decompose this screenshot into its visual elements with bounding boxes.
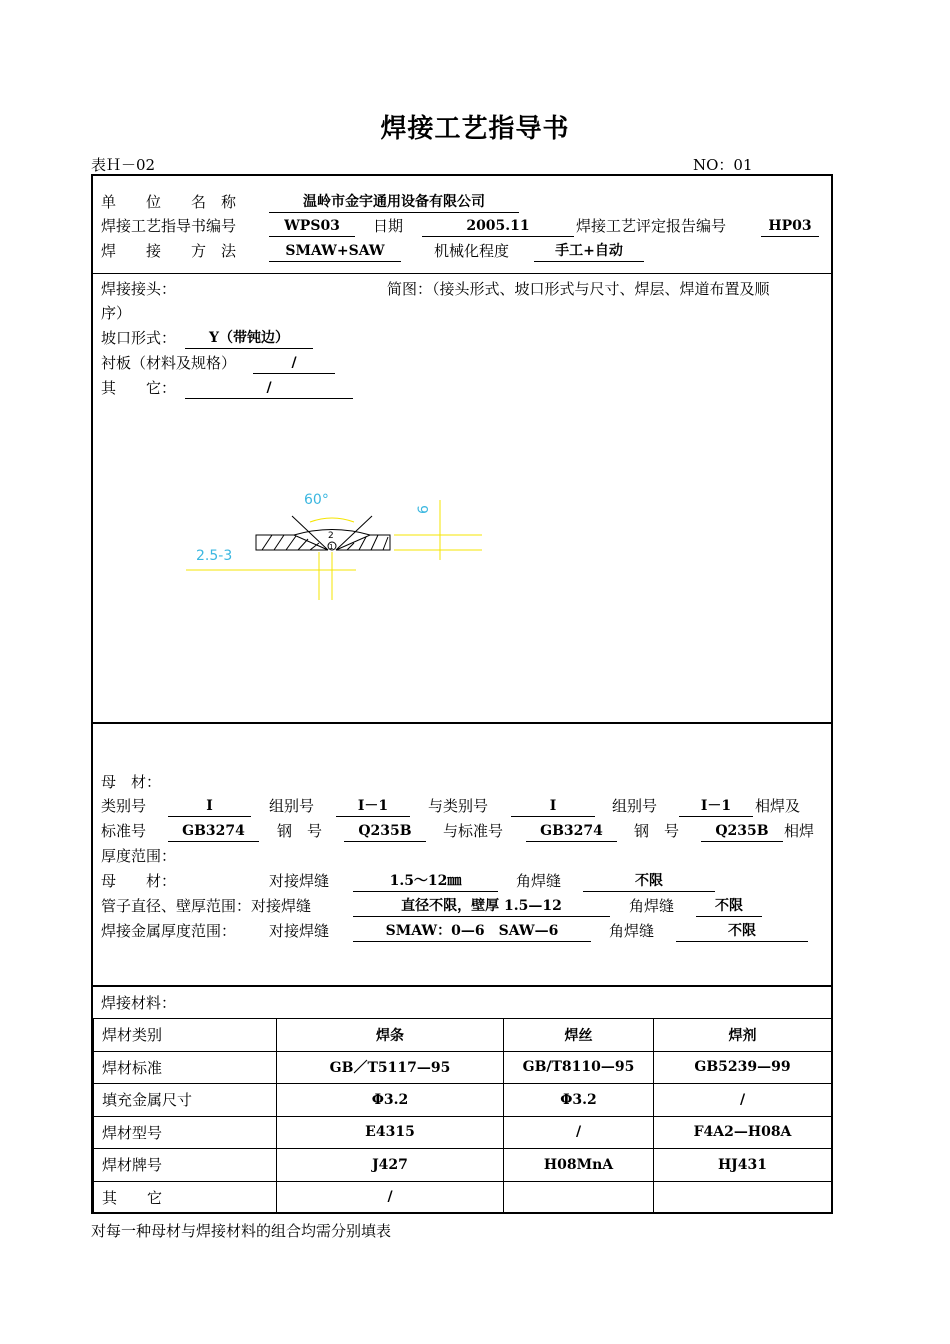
with-cat-value: Ⅰ <box>511 796 595 817</box>
tail-text: 相焊及 <box>755 797 801 815</box>
with-cat-label: 与类别号 <box>428 797 489 815</box>
joint-sketch <box>182 480 492 610</box>
table-cell: 焊材牌号 <box>94 1149 277 1182</box>
cat-label: 类别号 <box>101 797 147 815</box>
table-cell: E4315 <box>277 1116 504 1149</box>
base-label: 母 材： <box>101 773 162 791</box>
tail-text: 相焊 <box>784 822 815 840</box>
pipe-fillet-value: 不限 <box>696 896 762 917</box>
table-cell: H08MnA <box>504 1149 654 1182</box>
date-value: 2005.11 <box>422 216 574 237</box>
thickness-label: 6 <box>416 505 432 514</box>
pqr-value: HP03 <box>761 216 819 237</box>
page-title: 焊接工艺指导书 <box>380 114 570 144</box>
mech-label: 机械化程度 <box>434 242 510 260</box>
with-steel-value: Q235B <box>701 821 783 842</box>
pass-2-label: 2 <box>328 531 334 541</box>
table-row <box>94 1084 832 1117</box>
sketch-label-cont: 序） <box>101 304 132 322</box>
divider <box>93 722 831 724</box>
table-cell: Φ3.2 <box>504 1084 654 1117</box>
wps-label: 焊接工艺指导书编号 <box>101 217 237 235</box>
with-grp-value: Ⅰ－1 <box>679 796 753 817</box>
bm-label: 母 材： <box>101 872 177 890</box>
other-value: / <box>185 378 353 399</box>
with-steel-label: 钢 号 <box>634 822 680 840</box>
pipe-label: 管子直径、壁厚范围：对接焊缝 <box>101 897 312 915</box>
weld-metal-label: 焊接金属厚度范围： <box>101 922 237 940</box>
std-label: 标准号 <box>101 822 147 840</box>
table-header-cell: 焊丝 <box>504 1019 654 1052</box>
table-header-cell: 焊材类别 <box>94 1019 277 1052</box>
table-header-row <box>94 1019 832 1052</box>
table-row <box>94 1181 832 1214</box>
fillet-label: 角焊缝 <box>516 872 562 890</box>
angle-label: 60° <box>304 492 329 508</box>
with-grp-label: 组别号 <box>612 797 658 815</box>
weld-butt-value: SMAW：0—6 SAW—6 <box>353 921 591 942</box>
table-cell: GB／T5117—95 <box>277 1051 504 1084</box>
footer-note: 对每一种母材与焊接材料的组合均需分别填表 <box>91 1222 392 1240</box>
table-cell: GB/T8110—95 <box>504 1051 654 1084</box>
table-header-cell: 焊条 <box>277 1019 504 1052</box>
document-number: NO：01 <box>693 156 753 174</box>
with-std-value: GB3274 <box>526 821 617 842</box>
date-label: 日期 <box>373 217 404 235</box>
table-cell: F4A2—H08A <box>654 1116 832 1149</box>
groove-label: 坡口形式： <box>101 329 177 347</box>
table-row <box>94 1051 832 1084</box>
table-cell: J427 <box>277 1149 504 1182</box>
grp-value: Ⅰ－1 <box>336 796 410 817</box>
steel-value: Q235B <box>344 821 426 842</box>
bm-butt-value: 1.5～12㎜ <box>353 871 498 892</box>
grp-label: 组别号 <box>269 797 315 815</box>
sketch-label: 简图：（接头形式、坡口形式与尺寸、焊层、焊道布置及顺 <box>387 280 770 298</box>
table-cell: / <box>277 1181 504 1214</box>
table-cell <box>654 1181 832 1214</box>
table-cell: 焊材型号 <box>94 1116 277 1149</box>
table-row <box>94 1116 832 1149</box>
table-cell: / <box>654 1084 832 1117</box>
steel-label: 钢 号 <box>277 822 323 840</box>
pqr-label: 焊接工艺评定报告编号 <box>576 217 727 235</box>
backing-value: / <box>253 353 335 374</box>
wps-value: WPS03 <box>269 216 355 237</box>
table-header-cell: 焊剂 <box>654 1019 832 1052</box>
table-cell: HJ431 <box>654 1149 832 1182</box>
table-cell: 其 它 <box>94 1181 277 1214</box>
weld-fillet-value: 不限 <box>676 921 808 942</box>
method-label: 焊 接 方 法 <box>101 242 237 260</box>
butt-label: 对接焊缝 <box>269 872 330 890</box>
table-row <box>94 1149 832 1182</box>
std-value: GB3274 <box>168 821 259 842</box>
range-label: 厚度范围： <box>101 847 177 865</box>
fillet-label: 角焊缝 <box>609 922 655 940</box>
table-cell: GB5239—99 <box>654 1051 832 1084</box>
joint-label: 焊接接头： <box>101 280 177 298</box>
mech-value: 手工+自动 <box>534 241 644 262</box>
cat-value: Ⅰ <box>168 796 251 817</box>
form-frame <box>91 174 833 1214</box>
unit-value: 温岭市金宇通用设备有限公司 <box>269 192 519 213</box>
table-cell: 填充金属尺寸 <box>94 1084 277 1117</box>
pass-1-label: 1 <box>329 543 334 551</box>
table-cell: 焊材标准 <box>94 1051 277 1084</box>
bm-fillet-value: 不限 <box>583 871 715 892</box>
divider <box>93 985 831 987</box>
table-cell <box>504 1181 654 1214</box>
groove-value: Y（带钝边） <box>185 328 313 349</box>
backing-label: 衬板（材料及规格） <box>101 354 237 372</box>
table-cell: Φ3.2 <box>277 1084 504 1117</box>
fillet-label: 角焊缝 <box>629 897 675 915</box>
divider <box>93 273 831 274</box>
materials-table <box>93 1018 832 1214</box>
form-number: 表Ｈ－02 <box>91 156 156 174</box>
butt-label: 对接焊缝 <box>269 922 330 940</box>
with-std-label: 与标准号 <box>443 822 504 840</box>
pipe-butt-value: 直径不限，壁厚 1.5—12 <box>353 896 610 917</box>
materials-label: 焊接材料： <box>101 994 177 1012</box>
gap-label: 2.5-3 <box>196 548 233 564</box>
unit-label: 单 位 名 称 <box>101 193 237 211</box>
other-label: 其 它： <box>101 379 177 397</box>
table-cell: / <box>504 1116 654 1149</box>
method-value: SMAW+SAW <box>269 241 401 262</box>
